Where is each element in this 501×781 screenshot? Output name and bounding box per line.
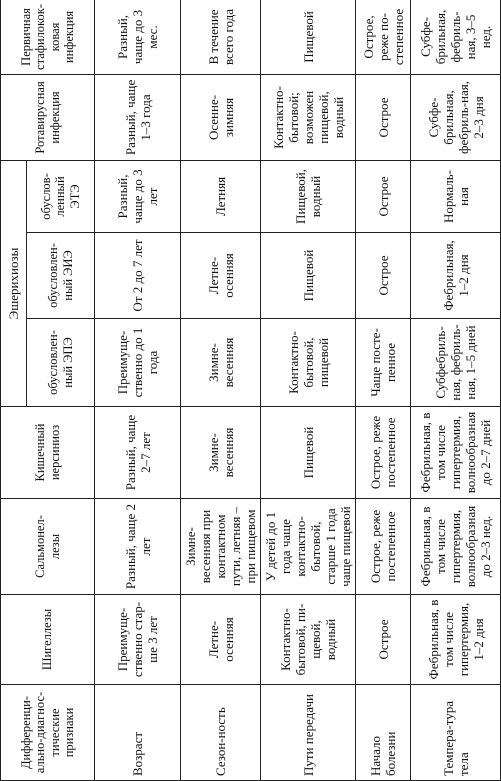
table-cell: Фебрильная, в том числе гипертермия, 1–2 дня [411, 595, 501, 685]
table-cell: Острое, реже по-степенное [356, 0, 411, 74]
table-row [356, 0, 411, 781]
table-cell: Острое [356, 595, 411, 685]
row-label-transmission: Пути передачи [261, 685, 356, 781]
table-cell: Преимуще-ственно до 1 года [95, 319, 181, 407]
table-cell: Контактно-бытовой, пи-щевой, водный [261, 595, 356, 685]
table-cell: Летне-осенняя [181, 233, 261, 319]
table-cell: Зимне-весенняя при контактном пути, летняя – при пищевом [181, 499, 261, 595]
table-cell: Осенне-зимняя [181, 74, 261, 160]
table-cell: Пищевой [261, 233, 356, 319]
table-cell: Фебрильная, в том числе гипертермия, волнообразная до 2–3 нед. [411, 499, 501, 595]
table-cell: Пищевой [261, 407, 356, 499]
col-header-shigellosis: Шигеллезы [1, 595, 95, 685]
table-cell: Пищевой, водный [261, 160, 356, 232]
table-row [95, 0, 181, 781]
table-cell: В течение всего года [181, 0, 261, 74]
table-cell: Острое [356, 160, 411, 232]
table-cell: Летняя [181, 160, 261, 232]
row-label-age: Возраст [95, 685, 181, 781]
table-cell: Острое, реже постепенное [356, 407, 411, 499]
col-header-ete: обуслов-ленный ЭТЭ [27, 160, 95, 232]
table-cell: Летне-осенняя [181, 595, 261, 685]
corner-header: Дифференци-ально-диагнос-тические признаки [1, 685, 95, 781]
table-cell: Разный, чаще 1–3 года [95, 74, 181, 160]
table-cell: Разный, чаще до 3 лет [95, 160, 181, 232]
table-cell: Преимуще-ственно стар-ше 3 лет [95, 595, 181, 685]
table-row [261, 0, 356, 781]
table-cell: Субфе-брильная, фебриль-ная, 2–3 дня [411, 74, 501, 160]
table-row [181, 0, 261, 781]
table-cell: Контактно-бытовой; возможен пищевой, водный [261, 74, 356, 160]
table-cell: Разный, чаще до 3 мес. [95, 0, 181, 74]
col-header-rotavirus: Ротавирусная инфекция [1, 74, 95, 160]
table-cell: Зимне-весенняя [181, 407, 261, 499]
col-header-staphylococcal: Первичная стафилокок-ковая инфекция [1, 0, 95, 74]
group-header-escherichiosis: Эшерихиозы [1, 160, 27, 406]
table-cell: Чаще посте-пенное [356, 319, 411, 407]
table-cell: Фебрильная, в том числе гипертермия, волнообразная до 2–7 дней [411, 407, 501, 499]
row-label-seasonality: Сезон-ность [181, 685, 261, 781]
table-cell: Пищевой [261, 0, 356, 74]
col-header-salmonellosis: Сальмонел-лезы [1, 499, 95, 595]
row-label-temperature: Темпера-тура тела [411, 685, 501, 781]
col-header-yersiniosis: Кишечный иерсиниоз [1, 407, 95, 499]
table-cell: Фебрильная, 1–2 дня [411, 233, 501, 319]
table-cell: Субфебриль-ная, фебриль-ная, 1–5 дней [411, 319, 501, 407]
table-cell: Нормаль-ная [411, 160, 501, 232]
table-cell: У детей до 1 года чаще контактно-бытовой, старше 1 года чаще пищевой [261, 499, 356, 595]
table-cell: Субфе-брильная, фебриль-ная, 3–5 нед. [411, 0, 501, 74]
col-header-eie: обусловлен-ный ЭИЭ [27, 233, 95, 319]
col-header-epe: обусловлен-ный ЭПЭ [27, 319, 95, 407]
table-cell: От 2 до 7 лет [95, 233, 181, 319]
table-cell: Контактно-бытовой, пищевой [261, 319, 356, 407]
table-cell: Острое, реже постепенное [356, 499, 411, 595]
table-cell: Разный, чаще 2–7 лет [95, 407, 181, 499]
table-cell: Разный, чаще 2 лет [95, 499, 181, 595]
row-label-onset: Начало болезни [356, 685, 411, 781]
table-cell: Острое [356, 74, 411, 160]
table-row [411, 0, 501, 781]
table-cell: Острое [356, 233, 411, 319]
table-cell: Зимне-весенняя [181, 319, 261, 407]
